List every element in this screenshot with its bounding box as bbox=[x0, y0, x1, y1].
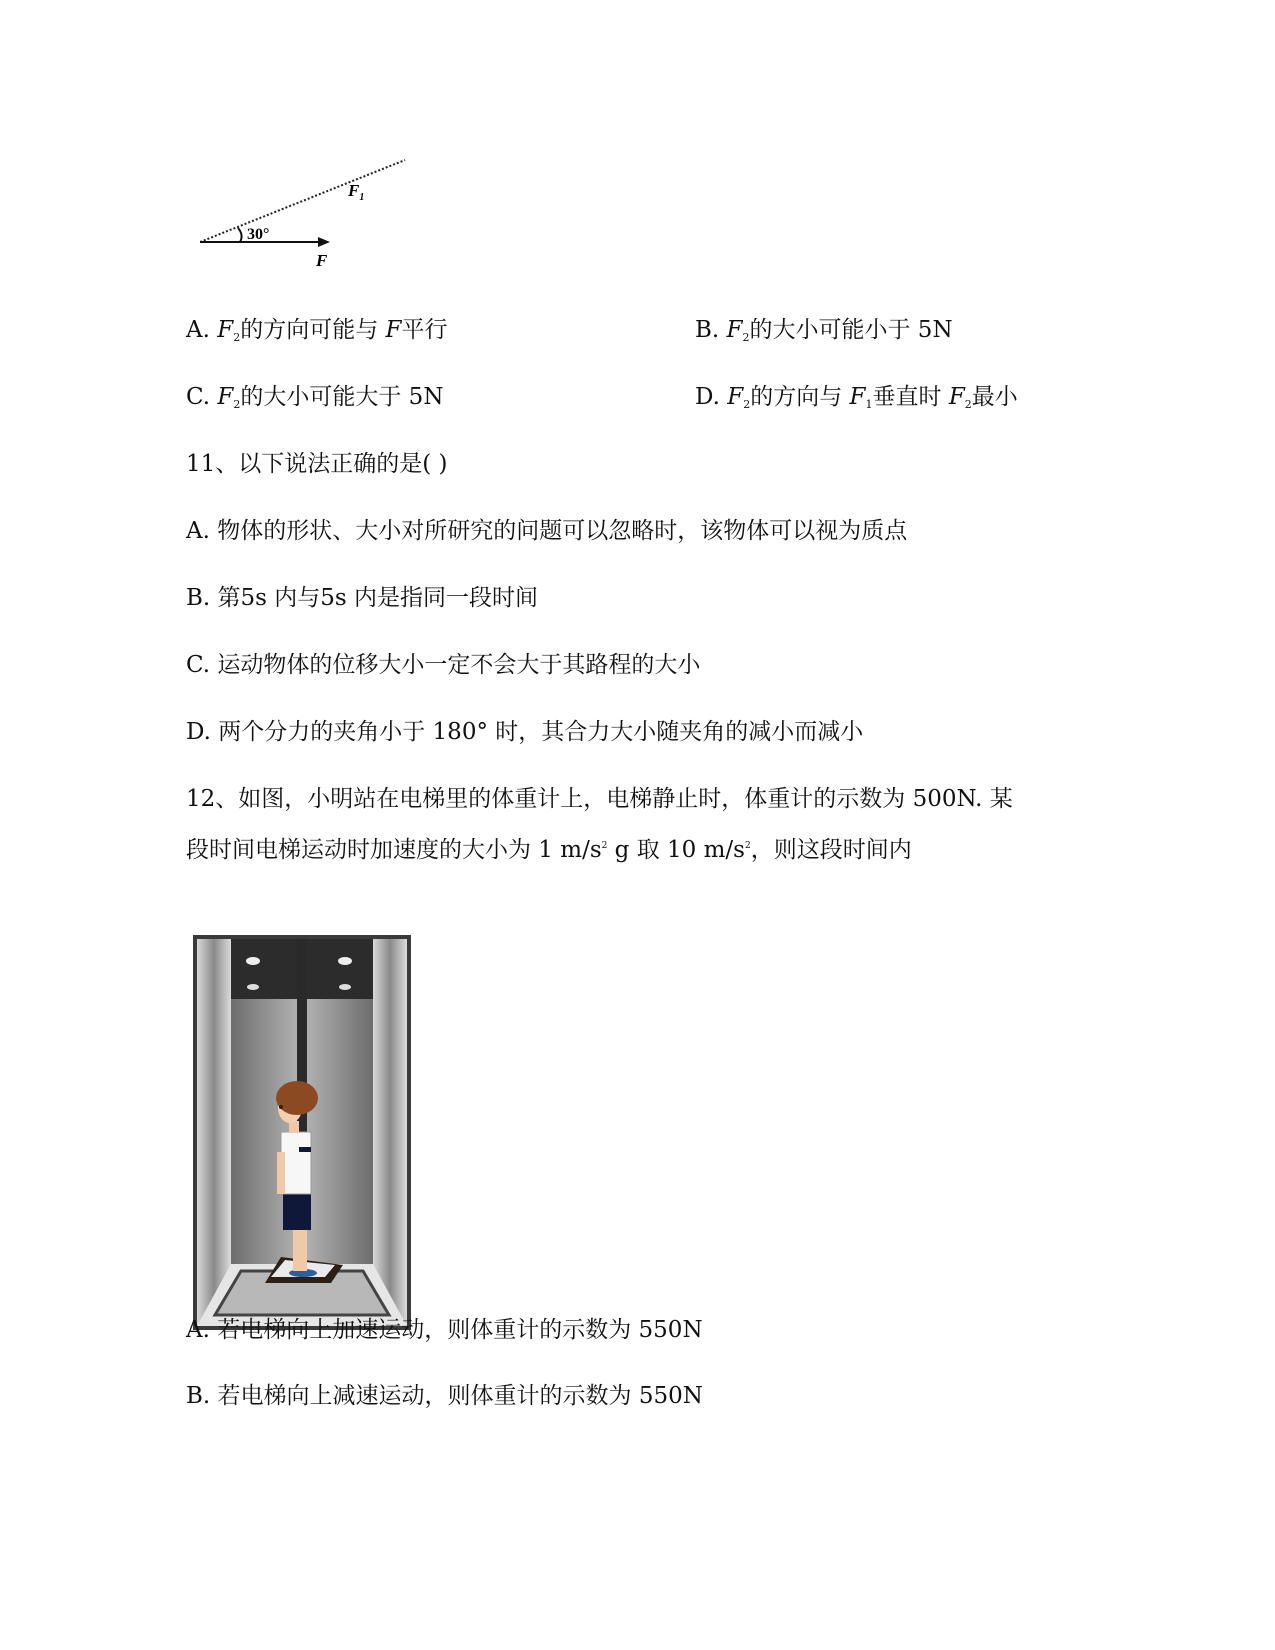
elevator-illustration bbox=[193, 935, 411, 1330]
q10-option-b: B. $F_2$的大小可能小于 5N bbox=[695, 317, 953, 344]
q11-stem: 11、以下说法正确的是( ) bbox=[186, 451, 448, 477]
q11-option-a: A. 物体的形状、大小对所研究的问题可以忽略时，该物体可以视为质点 bbox=[186, 518, 908, 544]
shorts bbox=[283, 1190, 311, 1230]
f-arrow-head bbox=[318, 237, 330, 247]
ceiling-light bbox=[246, 957, 260, 965]
q10-option-c: C. $F_2$的大小可能大于 5N bbox=[186, 384, 444, 411]
force-diagram bbox=[200, 158, 420, 278]
arm bbox=[277, 1152, 285, 1194]
q11-option-c: C. 运动物体的位移大小一定不会大于其路程的大小 bbox=[186, 652, 701, 678]
ceiling-light bbox=[339, 984, 351, 990]
f1-label: $F_1$ bbox=[348, 181, 365, 203]
q12-stem-line1: 12、如图，小明站在电梯里的体重计上，电梯静止时，体重计的示数为 500N. 某 bbox=[186, 786, 1013, 812]
angle-label: 30° bbox=[247, 226, 270, 243]
angle-arc bbox=[238, 228, 242, 242]
f-label: F bbox=[316, 251, 328, 270]
q11-option-b: B. 第5s 内与5s 内是指同一段时间 bbox=[186, 585, 539, 611]
leg bbox=[293, 1225, 307, 1271]
ceiling-light bbox=[247, 984, 259, 990]
shirt bbox=[281, 1132, 311, 1194]
eye bbox=[279, 1105, 283, 1109]
hair bbox=[276, 1081, 318, 1115]
f1-dotted-line bbox=[200, 160, 405, 242]
q12-option-b: B. 若电梯向上减速运动，则体重计的示数为 550N bbox=[186, 1383, 703, 1409]
q11-option-d: D. 两个分力的夹角小于 180° 时，其合力大小随夹角的减小而减小 bbox=[186, 719, 864, 745]
left-wall bbox=[197, 939, 231, 1326]
q12-option-a: A. 若电梯向上加速运动，则体重计的示数为 550N bbox=[186, 1317, 703, 1343]
q10-option-d: D. $F_2$的方向与 $F_1$垂直时 $F_2$最小 bbox=[695, 384, 1018, 411]
q12-stem-line2: 段时间电梯运动时加速度的大小为 1 $m/s^2$ g 取 10 $m/s^2$，则这段时间内 bbox=[186, 837, 912, 863]
ceiling-light bbox=[338, 957, 352, 965]
sleeve-stripe bbox=[299, 1147, 311, 1152]
right-wall bbox=[373, 939, 407, 1326]
q10-option-a: A. $F_2$的方向可能与 F平行 bbox=[186, 317, 448, 344]
